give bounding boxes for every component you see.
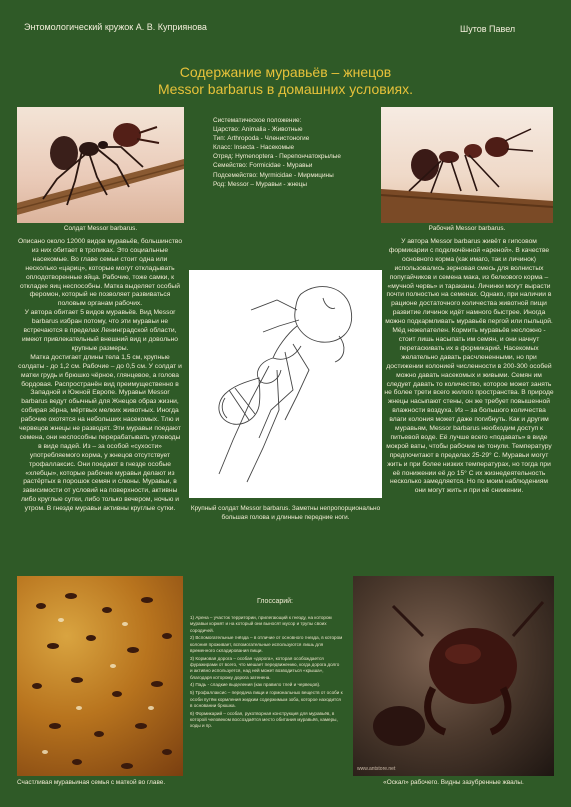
taxonomy-line: Подсемейство: Myrmicidae - Мирмицины <box>213 171 334 179</box>
taxonomy-line: Род: Messor – Муравьи - жнецы <box>213 180 307 188</box>
left-paragraph: Описано около 12000 видов муравьёв, большинство из них обитает в тропиках. Это социальные насекомые. Во главе семьи стоит одна или несколько «цариц», которые могут откладывать оплодотворенные яйца. Рабочие, тоже самки, к откладке яиц неспособны. Матка выделяет особый феромон, который не позволяет развиваться половым органам рабочих. <box>17 238 183 308</box>
glossary-item: 3) Кормовая дорога – особая «дорога», которая особождается фуражирами от всего, что мешает передвижению, когда дорога долго и активно используется, над ней может возводиться «крыша», благодаря которому дорога затенена. <box>190 655 340 680</box>
taxonomy-line: Царство: Animalia - Животные <box>213 126 303 134</box>
taxonomy-line: Класс: Insecta - Насекомые <box>213 144 295 152</box>
watermark-text: www.antstore.net <box>357 766 396 772</box>
club-name: Энтомологический кружок А. В. Куприянова <box>24 22 207 32</box>
title-line-1: Содержание муравьёв – жнецов <box>179 64 392 80</box>
glossary-item: 4) Падь - сладкие выделения (как правило тлей и червецов). <box>190 682 321 688</box>
glossary-item: 6) Формикарий – особая, рукотворная конструкция для муравьёв, в которой человеком воссоздаётся место обитания муравьёв, камеры, ходы и пр. <box>190 710 338 729</box>
left-paragraph: У автора обитает 5 видов муравьёв. Вид Messor barbarus избран потому, что эти муравьи не встречаются в пределах Ленинградской области, имеют привлекательный внешний вид и довольно крупные размеры. <box>21 309 178 352</box>
title-line-2: Messor barbarus в домашних условиях. <box>158 81 413 97</box>
glossary-item: 2) Вспомогательные гнёзда – в отличие от основного гнезда, в котором колония проживает, вспомогательные используются лишь для временного складирования пищи. <box>190 635 343 653</box>
worker-photo <box>381 107 553 223</box>
soldier-photo-caption: Солдат Messor barbarus. <box>63 225 138 232</box>
page-title <box>0 64 571 98</box>
glossary-list <box>190 615 343 731</box>
grin-photo-caption: «Оскал» рабочего. Видны зазубренные жвалы. <box>383 779 524 786</box>
ant-drawing <box>189 270 382 498</box>
left-text <box>17 238 183 514</box>
soldier-photo <box>17 107 184 223</box>
taxonomy-line: Семейство: Formicidae - Муравьи <box>213 162 313 170</box>
taxonomy-line: Систематическое положение: <box>213 117 302 124</box>
worker-photo-caption: Рабочий Messor barbarus. <box>428 225 506 232</box>
right-text <box>384 238 554 496</box>
grin-photo <box>353 576 554 776</box>
colony-photo <box>17 576 183 776</box>
colony-photo-caption: Счастливая муравьиная семья с маткой во главе. <box>17 779 166 786</box>
right-paragraph: У автора Messor barbarus живёт в гипсовом формикарии с подключённой «ареной». В качестве основного корма (как имаго, так и личинок) использовались зерновая смесь для волнистых попугайчиков и семена мака, из белкового корма – «мучной червь» и тараканы. Личинки могут вырасти почти полностью на семенах. Однако, при наличии в рационе достаточного количества животной пищи развитие личинок идёт намного быстрее. Иногда можно подкармливать муравьёв пергой или пыльцой. Мёд нежелателен. Кормить муравьёв несложно - стоит лишь насыпать им семян, и они начнут перетаскивать их в формикарий. Насекомых желательно давать расчлененными, но при достижении колонией численности в 200-300 особей можно давать насекомых и живыми. Семян им следует давать то количество, которое может занять не более трети всего жилого пространства. В природе жнецы насыпают стены, он же требует повышенной влажности воздуха. Из – за большого количества влаги колония может даже погибнуть. Как и другим муравьям, Messor barbarus необходим доступ к питьевой воде. Её лучше всего «подавать» в виде мокрой ваты, чтобы рабочие не тонули. Температуру предпочитают в пределах 25-29° С. Муравьи могут жить и при более низких температурах, но тогда при её понижении её до 15° С их жизнедеятельность несколько замедляется. Но по моим наблюдениям они могут жить и при её снижении. <box>384 238 554 495</box>
drawing-caption: Крупный солдат Messor barbarus. Заметны непропорционально большая голова и длинные передние ноги. <box>190 505 381 521</box>
left-paragraph: Матка достигает длины тела 1,5 см, крупные солдаты - до 1,2 см. Рабочие – до 0,5 см. У солдат и матки грудь и брюшко чёрное, глянцевое, а голова бордовая. Распространён вид преимущественно в Западной и Южной Европе. Муравьи Messor barbarus ведут обычный для Жнецов образ жизни, собирая зёрна, мёртвых мелких животных. Иногда рабочие охотятся на небольших насекомых. Тлю и червецов жнецы не разводят. Эти муравьи поедают семена, они неспособны перерабатывать углеводы в виде падей. Из – за особой «сухости» употребляемого корма, у жнецов отсутствует трофаллаксис. Они поедают в гнезде особые «хлебцы», которые рабочие муравьи делают из растёртых в порошок семян и слюны. Муравьи, в зависимости от условий на поверхности, активны либо круглые сутки, либо только вечером, ночью и утром. В гнезде муравьи активны круглые сутки. <box>18 353 182 513</box>
glossary-item: 5) Трофаллаксис – передача пищи и гормональных веществ от особи к особи путём кормления жидким содержимым зоба, которое находится в основании брюшка. <box>190 690 343 708</box>
glossary-item: 1) Арена – участок территории, прилегающий к гнезду, на котором муравьи кормят и на который они выносят мусор и трупы своих сородичей. <box>190 615 332 633</box>
glossary-title: Глоссарий: <box>256 598 293 605</box>
taxonomy-line: Тип: Arthropoda - Членистоногие <box>213 135 310 143</box>
taxonomy-block <box>213 116 378 189</box>
author-name: Шутов Павел <box>460 24 516 34</box>
taxonomy-line: Отряд: Hymenoptera - Перепончатокрылые <box>213 153 341 161</box>
